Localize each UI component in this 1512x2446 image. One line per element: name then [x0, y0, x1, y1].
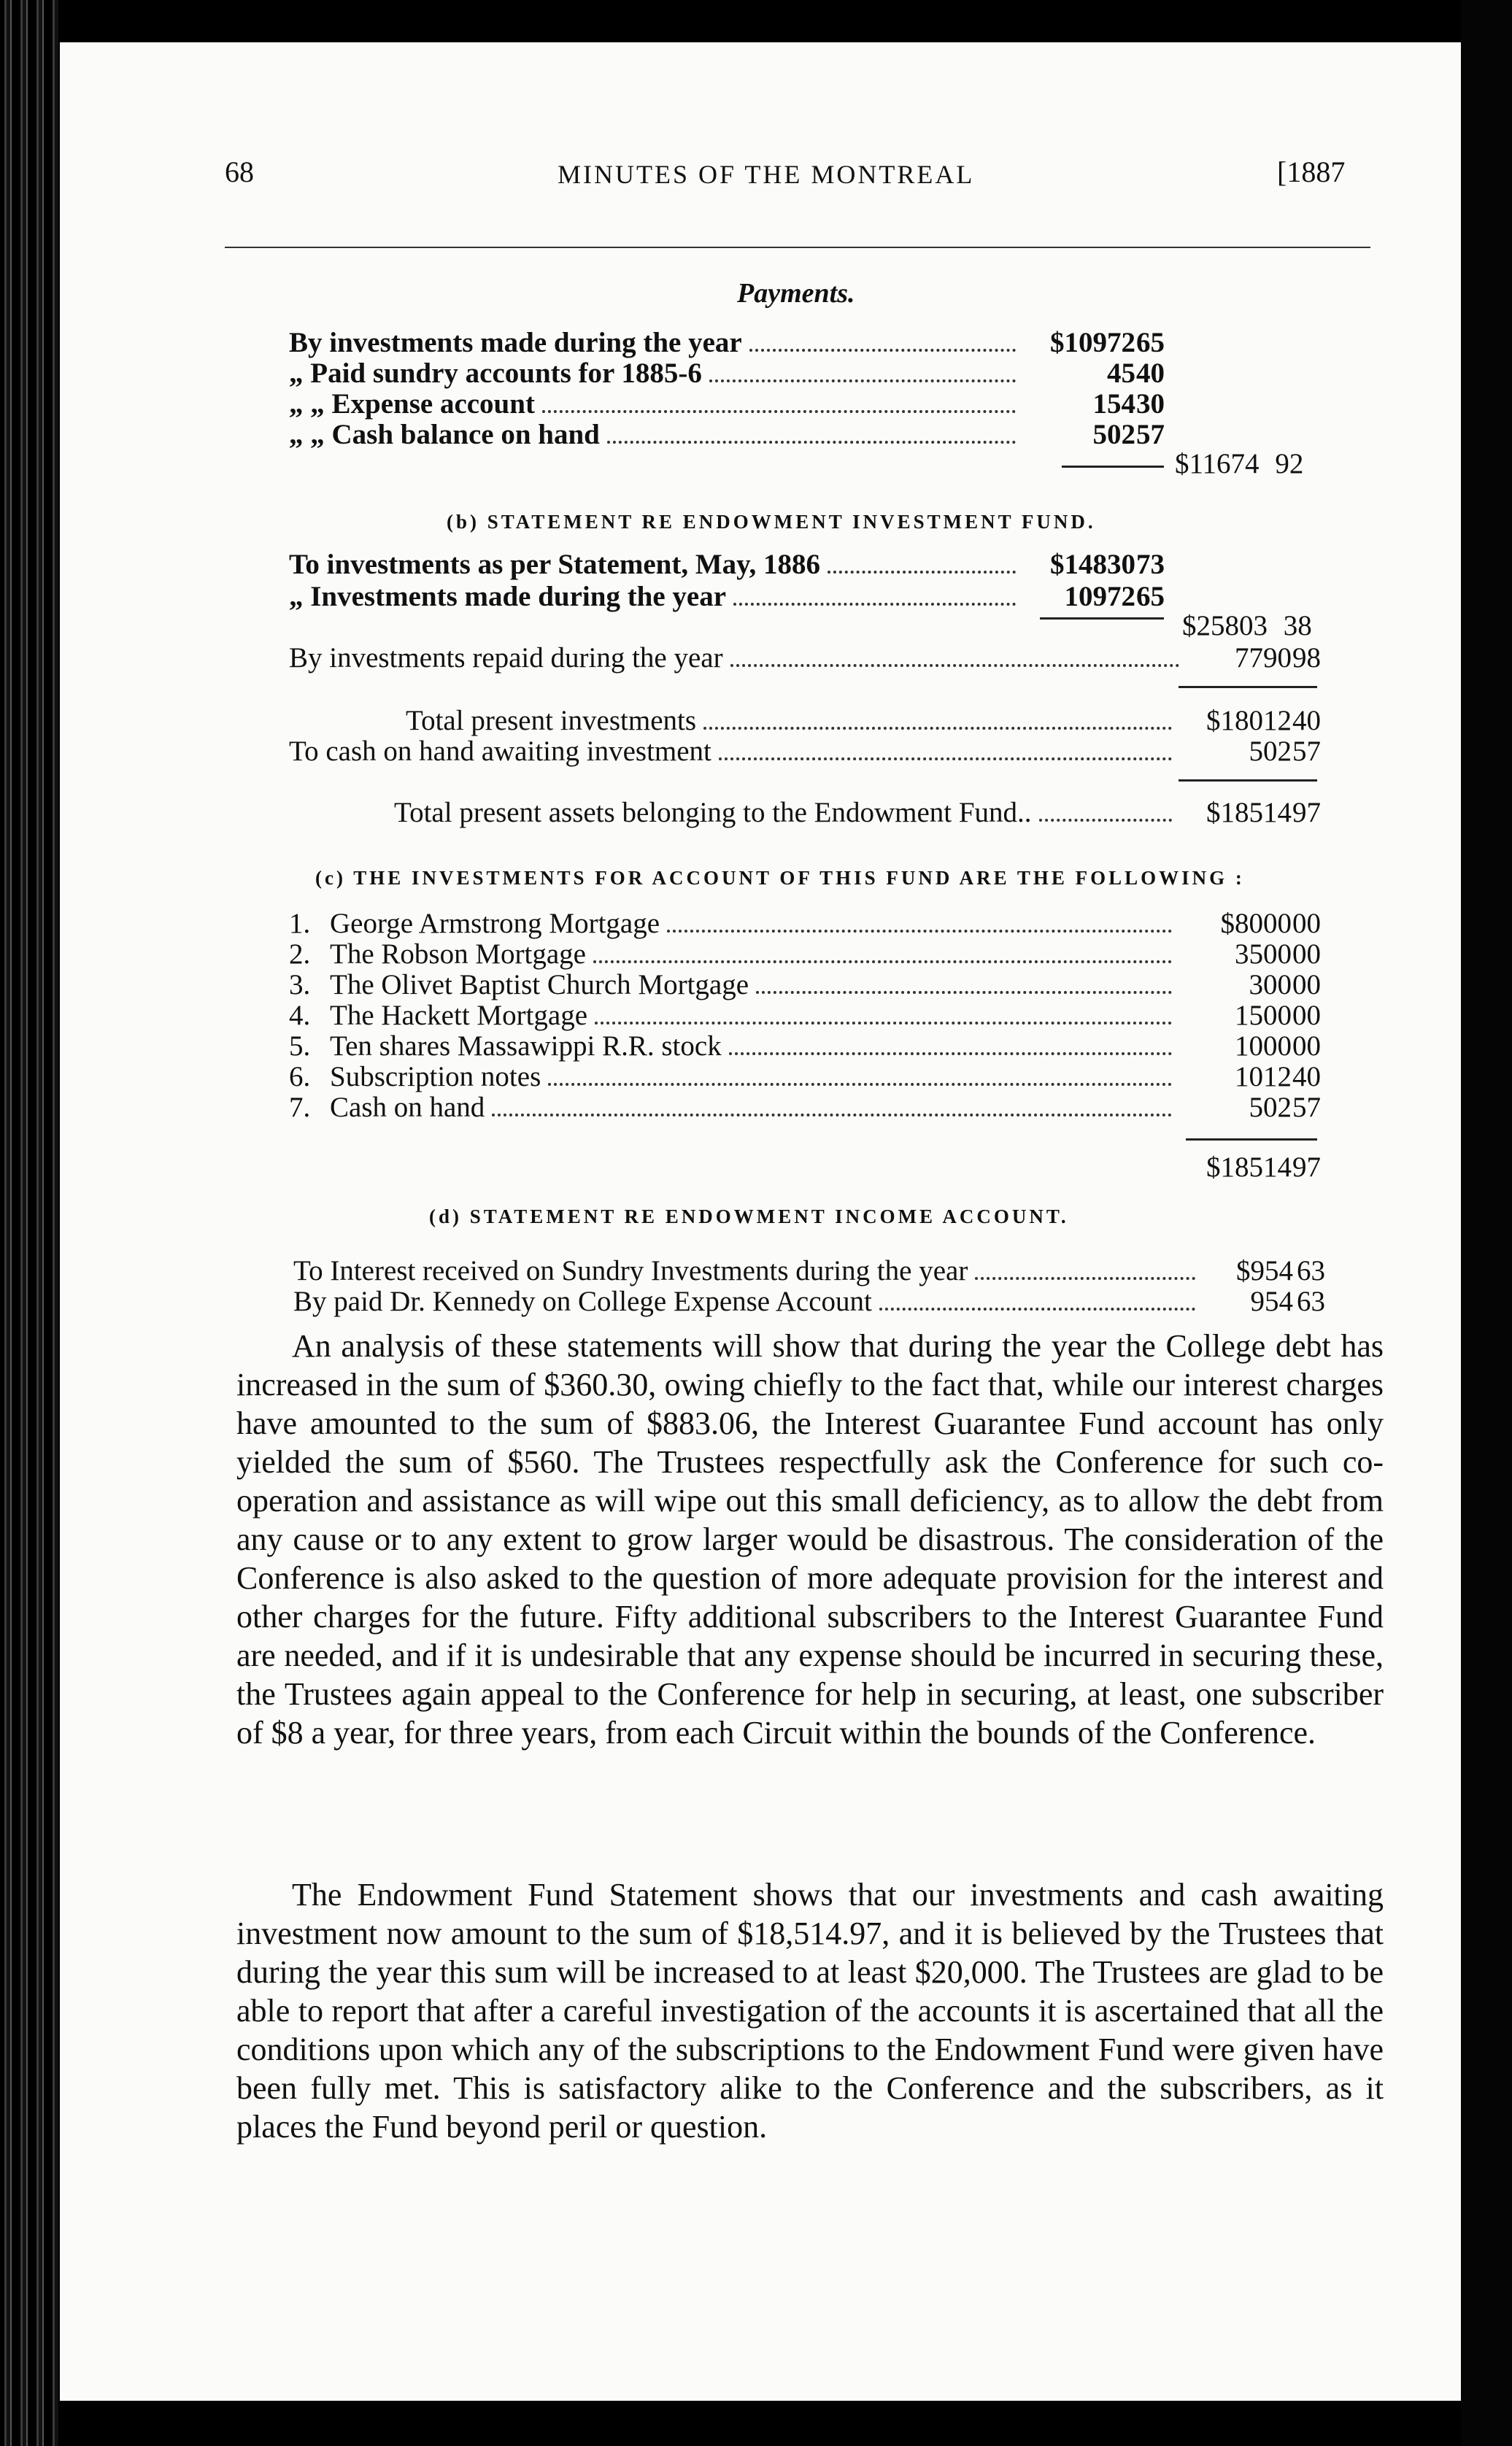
row-dollars: $18012	[1206, 705, 1292, 736]
dot-leader	[756, 988, 1172, 994]
row-dollars: 954	[1250, 1286, 1293, 1317]
dot-leader	[719, 755, 1172, 760]
dot-leader	[667, 927, 1172, 933]
row-dollars: 300	[1249, 969, 1292, 1000]
dot-leader	[709, 377, 1016, 382]
row-dollars: 10972	[1064, 581, 1135, 612]
row-dollars: 502	[1249, 1092, 1292, 1123]
payments-rule	[1062, 466, 1164, 468]
row-cents: 00	[1292, 1000, 1321, 1031]
row-cents: 40	[1136, 358, 1165, 389]
row-cents: 57	[1136, 419, 1165, 450]
book-binding-edge	[0, 0, 58, 2446]
row-dollars: 502	[1092, 419, 1135, 450]
row-label: To cash on hand awaiting investment	[289, 736, 711, 767]
row-cents: 40	[1292, 1061, 1321, 1092]
row-cents: 65	[1136, 581, 1165, 612]
dot-leader	[879, 1305, 1195, 1311]
row-cents: 98	[1292, 642, 1321, 674]
row-number: 2.	[289, 938, 311, 970]
row-label: By paid Dr. Kennedy on College Expense Account	[293, 1286, 872, 1317]
row-cents: 00	[1292, 908, 1321, 939]
dot-leader	[492, 1111, 1172, 1116]
dot-leader	[733, 600, 1016, 606]
row-cents: 40	[1292, 705, 1321, 736]
row-number: 4.	[289, 1000, 311, 1031]
row-label: The Hackett Mortgage	[330, 1000, 588, 1031]
row-cents: 63	[1297, 1286, 1325, 1317]
row-dollars: 3500	[1235, 938, 1292, 970]
row-number: 3.	[289, 969, 311, 1000]
row-cents: 65	[1136, 327, 1165, 358]
row-label: „ Investments made during the year	[289, 581, 727, 612]
row-cents: 97	[1292, 797, 1321, 828]
row-label: To investments as per Statement, May, 1886	[289, 549, 820, 580]
row-label: Total present assets belonging to the Endowment Fund..	[394, 797, 1032, 828]
row-cents: 57	[1292, 1092, 1321, 1123]
dot-leader	[828, 568, 1016, 574]
scan-border-right	[1461, 0, 1512, 2446]
row-number: 1.	[289, 908, 311, 939]
total-cents: 92	[1275, 448, 1304, 479]
running-year: [1887	[1277, 155, 1346, 188]
row-dollars: 1012	[1235, 1061, 1292, 1092]
row-cents: 00	[1292, 969, 1321, 1000]
row-label: Ten shares Massawippi R.R. stock	[330, 1030, 722, 1062]
body-paragraph-2: The Endowment Fund Statement shows that our investments and cash awaiting investment now amount to the sum of $18,514.97, and it is believed by the Trustees that during the year this sum will be increased to at least $20,000. The Trustees are glad to be able to report that after a careful investigation of the accounts it is ascertained that all the conditions upon which any of the subscriptions to the Endowment Fund were given have been fully met. This is satisfactory alike to the Conference and the subscribers, as it places the Fund beyond peril or question.	[236, 1877, 1384, 2145]
dot-leader	[703, 724, 1172, 730]
body-paragraph-1: An analysis of these statements will show that during the year the College debt has increased in the sum of $360.30, owing chiefly to the fact that, while our interest charges have amounted to the sum of $883.06, the Interest Guarantee Fund account has only yielded the sum of $560. The Trustees respectfully ask the Conference for such co-operation and assistance as will wipe out this small deficiency, as to allow the debt from any cause or to any extent to grow larger would be disastrous. The consideration of the Conference is also asked to the question of more adequate provision for the interest and other charges for the future. Fifty additional subscribers to the Interest Guarantee Fund are needed, and if it is undesirable that any expense should be incurred in securing these, the Trustees again appeal to the Conference for help in securing, at least, one subscriber of $8 a year, for three years, from each Circuit within the bounds of the Conference.	[236, 1328, 1384, 1751]
section-b-subtotal	[1182, 610, 1312, 642]
row-label: George Armstrong Mortgage	[330, 908, 660, 939]
row-number: 6.	[289, 1061, 311, 1092]
dot-leader	[607, 438, 1016, 444]
header-rule	[225, 247, 1370, 248]
row-label: The Robson Mortgage	[330, 938, 586, 970]
section-b-rule-2	[1179, 686, 1317, 688]
dot-leader	[542, 407, 1016, 413]
row-dollars: 502	[1249, 736, 1292, 767]
row-number: 7.	[289, 1092, 311, 1123]
dot-leader	[729, 1049, 1172, 1055]
section-b-rule	[1040, 617, 1164, 620]
dot-leader	[548, 1080, 1172, 1086]
total-dollars: $18514	[1206, 1151, 1292, 1183]
section-c-rule	[1186, 1138, 1317, 1141]
dot-leader	[975, 1274, 1195, 1280]
row-cents: 00	[1292, 938, 1321, 970]
row-label: By investments repaid during the year	[289, 642, 723, 674]
row-cents: 73	[1136, 549, 1165, 580]
dot-leader	[1039, 816, 1172, 822]
payments-total	[1175, 448, 1321, 480]
row-dollars: 7790	[1235, 642, 1292, 674]
row-label: Cash on hand	[330, 1092, 485, 1123]
row-dollars: $14830	[1050, 549, 1135, 580]
running-title: MINUTES OF THE MONTREAL	[558, 160, 975, 189]
row-label: „ „ Expense account	[289, 388, 535, 420]
row-label: To Interest received on Sundry Investments during the year	[293, 1255, 968, 1286]
section-b-title: (b) STATEMENT RE ENDOWMENT INVESTMENT FUND.	[447, 511, 1096, 533]
section-b-rule-3	[1179, 779, 1317, 782]
dot-leader	[730, 661, 1179, 667]
total-cents: 97	[1292, 1151, 1321, 1183]
row-dollars: 154	[1092, 388, 1135, 420]
row-cents: 30	[1136, 388, 1165, 420]
row-cents: 00	[1292, 1030, 1321, 1062]
row-label: Total present investments	[406, 705, 697, 736]
scan-border-bottom	[0, 2402, 1512, 2446]
row-label: „ „ Cash balance on hand	[289, 419, 600, 450]
dot-leader	[749, 346, 1016, 352]
row-dollars: $954	[1236, 1255, 1293, 1286]
row-label: Subscription notes	[330, 1061, 541, 1092]
subtotal-cents: 38	[1283, 610, 1312, 641]
dot-leader	[595, 1019, 1172, 1025]
subtotal-dollars: $25803	[1182, 610, 1268, 641]
scan-border-top	[0, 0, 1512, 44]
row-cents: 57	[1292, 736, 1321, 767]
page-number: 68	[225, 155, 254, 188]
row-dollars: 45	[1107, 358, 1135, 389]
row-dollars: $8000	[1220, 908, 1292, 939]
row-cents: 63	[1297, 1255, 1325, 1286]
row-label: By investments made during the year	[289, 327, 742, 358]
section-c-title: (c) THE INVESTMENTS FOR ACCOUNT OF THIS FUND ARE THE FOLLOWING :	[315, 867, 1245, 889]
row-dollars: $18514	[1206, 797, 1292, 828]
row-dollars: 1500	[1235, 1000, 1292, 1031]
row-label: The Olivet Baptist Church Mortgage	[330, 969, 749, 1000]
row-number: 5.	[289, 1030, 311, 1062]
section-d-title: (d) STATEMENT RE ENDOWMENT INCOME ACCOUNT.	[429, 1205, 1069, 1227]
total-dollars: $11674	[1175, 448, 1260, 479]
row-label: „ Paid sundry accounts for 1885-6	[289, 358, 702, 389]
row-dollars: $10972	[1050, 327, 1135, 358]
row-dollars: 1000	[1235, 1030, 1292, 1062]
dot-leader	[593, 957, 1172, 963]
payments-title: Payments.	[737, 278, 855, 309]
